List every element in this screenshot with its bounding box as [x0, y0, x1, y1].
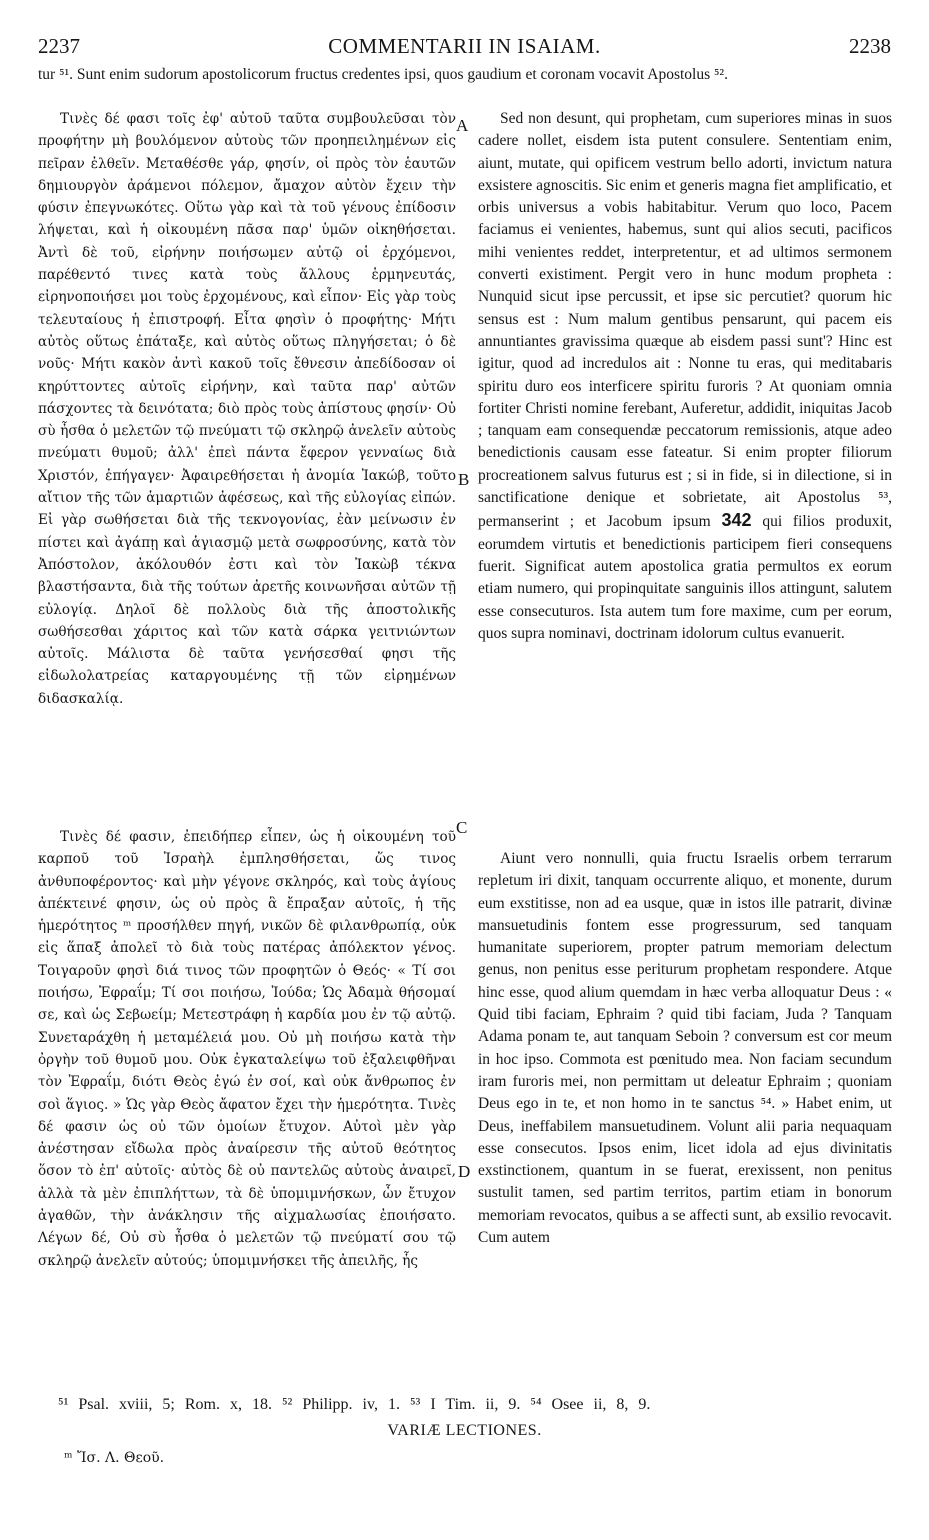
page-number-left: 2237 [38, 34, 80, 58]
greek-column-bottom [38, 826, 456, 1272]
latin-paragraph-1-part-2: qui filios produxit, eorumdem virtutis et benedictionis participem fieri consequens fuerit. Significat autem apostolica gratia permultos ex eorum etiam numero, qui propinquitate sanguinis illos attingunt, salutem esse consecuturos. Ista autem tum fore maxime, cum per eorum, quos supra nominavi, doctrinam idolorum cultus evanuerit. [478, 513, 892, 642]
page-header [38, 34, 891, 62]
latin-column-bottom [478, 848, 892, 1249]
margin-mark-c: C [456, 818, 468, 837]
variae-lectiones-heading: VARIÆ LECTIONES. [387, 1422, 542, 1439]
variant-reading: ᵐ Ἴσ. Λ. Θεοῦ. [64, 1450, 165, 1466]
latin-paragraph-2: Aiunt vero nonnulli, quia fructu Israelis orbem terrarum repletum iri dixit, tanquam occurrente aliquo, et monente, durum eum exstitisse, non ad ea usque, quæ in istos ille patrarit, divinæ mansuetudinis fontem esse progressurum, sed tanquam humanitate superiorem, propter patrum memoriam delectum genus, non penitus esse periturum prophetam respondere. Atque hinc esse, quod alium quemdam in hæc verba alloquatur Deus : « Quid tibi faciam, Ephraim ? quid tibi faciam, Juda ? Tanquam Adama ponam te, aut tanquam Seboin ? conversum est cor meum in hoc ipso. Commota est pœnitudo mea. Non faciam secundum iram furoris mei, non permittam ut deleatur Ephraim ; quoniam Deus ego in te, et non homo in te sanctus ⁵⁴. » Habet enim, ut Deus, ineffabilem mansuetudinem. Volunt alii paria nequaquam esse consecutos. Ipsos enim, licet idola ad ejus divinitatis exstinctionem, quantum in se fuerat, erexissent, non penitus sustulit tamen, sed partim territos, partim etiam in bonorum memoriam revocatos, quibus a se affecti sunt, ab exsilio revocavit. Cum autem [478, 850, 892, 1247]
greek-column-top [38, 108, 456, 710]
page-number-right: 2238 [849, 34, 891, 58]
column-number-342: 342 [721, 510, 752, 531]
margin-mark-b: B [458, 470, 470, 489]
greek-paragraph-1: Τινὲς δέ φασι τοῖς ἐφ' αὐτοῦ ταῦτα συμβουλεῦσαι τὸν προφήτην μὴ βουλόμενον αὐτοὺς τῶν προηπειλημένων εἰς πεῖραν ἐλθεῖν. Μεταθέσθε γάρ, φησίν, οἱ πρὸς τὸν ἑαυτῶν δημιουργὸν ἀράμενοι πόλεμον, ἄμαχον αὐτὸν ἔχειν τὴν φύσιν ἐπεγνωκότες. Οὕτω γὰρ καὶ τὰ τοῦ γένους ἐπίδοσιν λήψεται, καὶ ἡ οἰκουμένη πᾶσα παρ' ὑμῶν οἰκηθήσεται. Ἀντὶ δὲ τοῦ, εἰρήνην ποιήσωμεν αὐτῷ οἱ ἐρχόμενοι, παρέθεντό τινες κατὰ τοὺς ἄλλους ἑρμηνευτάς, εἰρηνοποιήσει μοι τοὺς ἐρχομένους, καὶ εἶπον· Εἰς γὰρ τοὺς τελευταίους ἡ ἐπιστροφή. Εἶτα φησὶν ὁ προφήτης· Μήτι αὐτὸς οὕτως ἐπάταξε, καὶ αὐτὸς οὕτως πληγήσεται; ὁ δὲ νοῦς· Μήτι κακὸν ἀντὶ κακοῦ τοῖς ἔθνεσιν ἀπεδίδοσαν οἱ κηρύττοντες αὐτοῖς εἰρήνην, καὶ ταῦτα παρ' αὐτῶν πάσχοντες τὰ δεινότατα; διὸ πρὸς τοὺς ἀπίστους φησίν· Οὐ σὺ ἦσθα ὁ μελετῶν τῷ πνεύματι τῷ σκληρῷ ἀνελεῖν αὐτοὺς πνεύματι θυμοῦ; ἀλλ' ἐπεὶ πάντα ἔφερον γενναίως διὰ Χριστόν, ἐπήγαγεν· Ἀφαιρεθήσεται ἡ ἀνομία Ἰακώβ, τοῦτο αἴτιον τῆς τῶν ἁμαρτιῶν ἀφέσεως, καὶ τῆς εὐλογίας εἰπών. Εἰ γὰρ σωθήσεται διὰ τῆς τεκνογονίας, ἐὰν μείνωσιν ἐν πίστει καὶ ἀγάπῃ καὶ ἁγιασμῷ μετὰ σωφροσύνης, κατὰ τὸν Ἀπόστολον, ἀκόλουθόν ἐστι καὶ τὸν Ἰακὼβ τέκνα βλαστήσαντα, διὰ τῆς τούτων ἀρετῆς κοινωνῆσαι αὐτῶν τῇ εὐλογίᾳ. Δηλοῖ δὲ πολλοὺς διὰ τῆς ἀποστολικῆς σωθήσεσθαι χάριτος καὶ τῶν κατὰ σάρκα γειτνιώντων αὐτοῖς. Μάλιστα δὲ ταῦτα γενήσεσθαί φησι τῆς εἰδωλολατρείας καταργουμένης τῇ τῶν εἰρημένων διδασκαλίᾳ. [38, 111, 456, 707]
greek-paragraph-2: Τινὲς δέ φασιν, ἐπειδήπερ εἶπεν, ὡς ἡ οἰκουμένη τοῦ καρποῦ τοῦ Ἰσραὴλ ἐμπλησθήσεται, ὥς τινος ἀνθυποφέροντος· καὶ μὴν γέγονε σκληρός, καὶ τοὺς ἁγίους ἀπέκτεινέ φησιν, ὡς οὐ πρὸς ἃ ἔπραξαν αὐτοῖς, ἡ τῆς ἡμερότητος ᵐ προσήλθεν πηγή, νικῶν δὲ φιλανθρωπίᾳ, οὐκ εἰς ἅπαξ ἀπολεῖ τὸ διὰ τοὺς πατέρας ἀπόλεκτον γένος. Τοιγαροῦν φησὶ διά τινος τῶν προφητῶν ὁ Θεός· « Τί σοι ποιήσω, Ἐφραΐμ; Τί σοι ποιήσω, Ἰούδα; Ὡς Ἀδαμὰ θήσομαί σε, καὶ ὡς Σεβωείμ; Μετεστράφη ἡ καρδία μου ἐν τῷ αὐτῷ. Συνεταράχθη ἡ μεταμέλειά μου. Οὐ μὴ ποιήσω κατὰ τὴν ὀργὴν τοῦ θυμοῦ μου. Οὐκ ἐγκαταλείψω τοῦ ἐξαλειφθῆναι τὸν Ἐφραΐμ, διότι Θεὸς ἐγώ ἐν σοί, καὶ οὐκ ἄνθρωπος ἐν σοὶ ἅγιος. » Ὡς γὰρ Θεὸς ἄφατον ἔχει τὴν ἡμερότητα. Τινὲς δέ φασιν ὡς οὐ τῶν ὁμοίων ἔτυχον. Αὐτοὶ μὲν γὰρ ἀνέστησαν εἴδωλα πρὸς ἀναίρεσιν τῆς αὐτοῦ θεότητος ὅσον τὸ ἐπ' αὐτοῖς· αὐτὸς δὲ οὐ παντελῶς αὐτοὺς ἀναιρεῖ, ἀλλὰ τὰ μὲν ἐπιπλήττων, τὰ δὲ ὑπομιμνήσκων, ὧν ἔτυχον ἀγαθῶν, τὴν ἀνάκλησιν τῆς αἰχμαλωσίας ἐποιήσατο. Λέγων δέ, Οὐ σὺ ἦσθα ὁ μελετῶν τῷ πνεύματί σου τῷ σκληρῷ ἀνελεῖν αὐτούς; ὑπομιμνήσκει τῆς ἀπειλῆς, ἧς [38, 829, 456, 1269]
latin-paragraph-1-part-1: Sed non desunt, qui prophetam, cum superiores minas in suos cadere nollet, eisdem ista putent consulere. Sententiam enim, aiunt, mutate, qui opificem vestrum bello adorti, invictum natura exsistere agnoscitis. Sic enim et generis magna fiet amplificatio, et orbis universus a vobis habitabitur. Verum quo loco, Pacem faciamus ei venientes, habemus, sunt qui alios secuti, pacificos mihi venientes reddet, interpretentur, et ad ultimos sermonem converti existiment. Pergit vero in hunc modum propheta : Nunquid sicut ipse percussit, et ipse sic percutiet? quorum hic sensus est : Num malum gentibus pensarunt, qui pacem eis annuntiantes gravissima quæque ab eisdem passi sunt'? Hinc est igitur, quod ad incredulos ait : Nonne tu eras, qui meditabaris spiritu duro eos interficere spiritu furoris ? At quoniam omnia fortiter Christi nomine ferebant, Auferetur, addidit, iniquitas Jacob ; tanquam eam consequendæ peccatorum remissionis, atque adeo benedictionis causam esse fateatur. Si enim propter filiorum procreationem salvus futurus est ; si in fide, si in dilectione, si in sanctificatione denique et sobrietate, ait Apostolus ⁵³, permanserint ; et Jacobum ipsum [478, 110, 892, 531]
margin-mark-a: A [456, 116, 469, 135]
running-title: COMMENTARII IN ISAIAM. [328, 34, 601, 58]
intro-line: tur ⁵¹. Sunt enim sudorum apostolicorum fructus credentes ipsi, quos gaudium et coronam vocavit Apostolus ⁵². [38, 66, 728, 83]
margin-mark-d: D [458, 1162, 471, 1181]
footnotes: ⁵¹ Psal. xviii, 5; Rom. x, 18. ⁵² Philipp. iv, 1. ⁵³ I Tim. ii, 9. ⁵⁴ Osee ii, 8, 9. [58, 1396, 651, 1413]
latin-paragraph-1 [478, 108, 892, 645]
latin-column-top [478, 108, 892, 645]
